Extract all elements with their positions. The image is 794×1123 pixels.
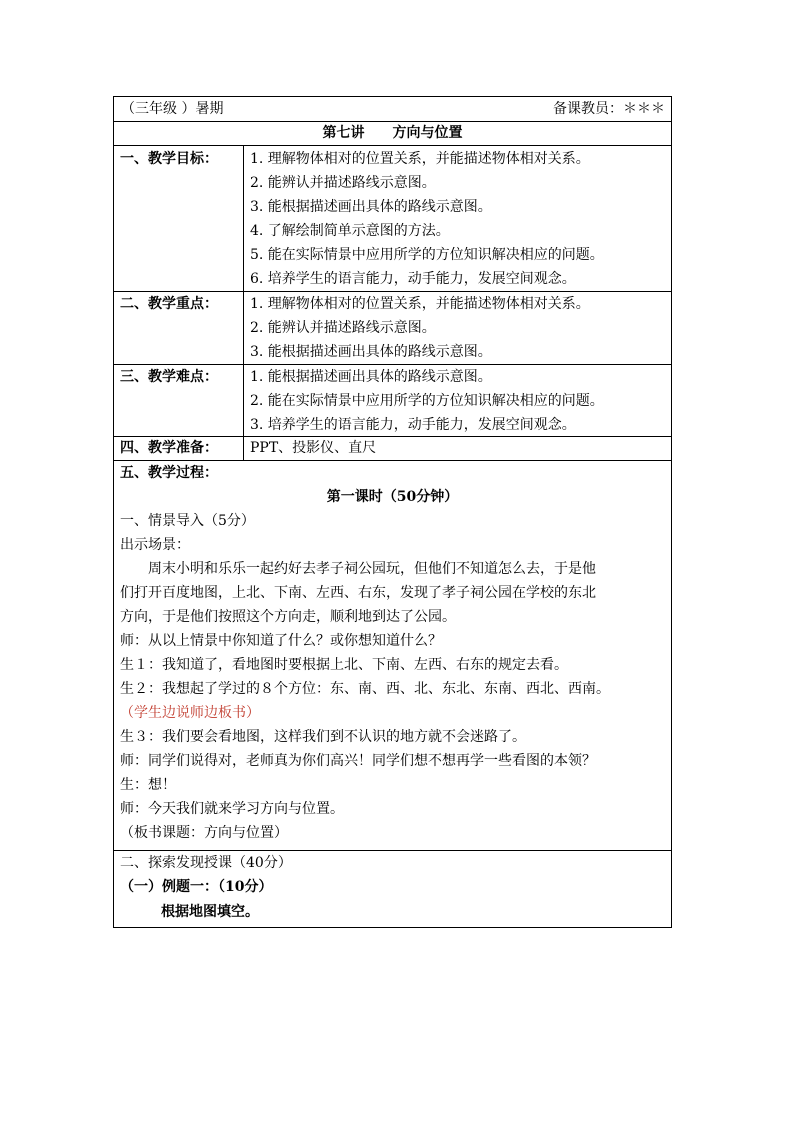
- section-heading: 二、探索发现授课（40分）: [120, 855, 292, 871]
- difficulty-item: 3. 培养学生的语言能力，动手能力，发展空间观念。: [250, 417, 576, 433]
- column-divider: [243, 146, 244, 291]
- dialogue-line: 师：同学们说得对，老师真为你们高兴！同学们想不想再学一些看图的本领？: [120, 753, 596, 769]
- explore-section: [114, 851, 671, 927]
- header-row: [114, 97, 671, 122]
- dialogue-line: 生２：我想起了学过的８个方位：东、南、西、北、东北、东南、西北、西南。: [120, 681, 610, 697]
- grade-term: （三年级 ）暑期: [121, 101, 224, 117]
- key-points-row: [114, 292, 671, 365]
- teacher-name: 备课教员：＊＊＊: [553, 101, 665, 117]
- difficulties-row: [114, 365, 671, 437]
- objective-item: 6. 培养学生的语言能力，动手能力，发展空间观念。: [250, 271, 576, 287]
- board-title: （板书课题：方向与位置）: [120, 825, 288, 841]
- objective-item: 2. 能辨认并描述路线示意图。: [250, 175, 436, 191]
- objective-item: 1. 理解物体相对的位置关系，并能描述物体相对关系。: [250, 151, 590, 167]
- objectives-label: 一、教学目标：: [120, 151, 218, 167]
- title-row: [114, 122, 671, 146]
- period-title: 第一课时（50分钟）: [326, 489, 459, 505]
- board-note: （学生边说师边板书）: [120, 705, 260, 721]
- difficulty-item: 1. 能根据描述画出具体的路线示意图。: [250, 369, 492, 385]
- scene-label: 出示场景：: [120, 537, 190, 553]
- dialogue-line: 生１：我知道了，看地图时要根据上北、下南、左西、右东的规定去看。: [120, 657, 568, 673]
- objective-item: 3. 能根据描述画出具体的路线示意图。: [250, 199, 492, 215]
- section-heading: 一、情景导入（5分）: [120, 513, 255, 529]
- column-divider: [243, 437, 244, 460]
- difficulties-label: 三、教学难点：: [120, 369, 218, 385]
- column-divider: [243, 365, 244, 436]
- lesson-plan-table: [113, 96, 672, 928]
- preparation-value: PPT、投影仪、直尺: [250, 440, 377, 456]
- objective-item: 5. 能在实际情景中应用所学的方位知识解决相应的问题。: [250, 247, 604, 263]
- key-point-item: 1. 理解物体相对的位置关系，并能描述物体相对关系。: [250, 296, 590, 312]
- objectives-row: [114, 146, 671, 292]
- difficulty-item: 2. 能在实际情景中应用所学的方位知识解决相应的问题。: [250, 393, 604, 409]
- scene-text: 们打开百度地图，上北、下南、左西、右东，发现了孝子祠公园在学校的东北: [120, 585, 596, 601]
- dialogue-line: 生３：我们要会看地图，这样我们到不认识的地方就不会迷路了。: [120, 729, 526, 745]
- objective-item: 4. 了解绘制简单示意图的方法。: [250, 223, 450, 239]
- example-heading: （一）例题一：（10分）: [120, 879, 273, 895]
- key-points-label: 二、教学重点：: [120, 296, 218, 312]
- scene-text: 方向，于是他们按照这个方向走，顺利地到达了公园。: [120, 609, 456, 625]
- process-row: [114, 461, 671, 851]
- lecture-title: 第七讲 方向与位置: [322, 125, 463, 141]
- scene-text: 周末小明和乐乐一起约好去孝子祠公园玩，但他们不知道怎么去，于是他: [148, 561, 596, 577]
- process-label: 五、教学过程：: [120, 465, 218, 481]
- task-instruction: 根据地图填空。: [161, 904, 259, 920]
- dialogue-line: 师：今天我们就来学习方向与位置。: [120, 801, 344, 817]
- dialogue-line: 师：从以上情景中你知道了什么？或你想知道什么？: [120, 633, 442, 649]
- key-point-item: 3. 能根据描述画出具体的路线示意图。: [250, 344, 492, 360]
- preparation-row: [114, 437, 671, 461]
- dialogue-line: 生：想！: [120, 777, 176, 793]
- column-divider: [243, 292, 244, 364]
- key-point-item: 2. 能辨认并描述路线示意图。: [250, 320, 436, 336]
- preparation-label: 四、教学准备：: [120, 440, 218, 456]
